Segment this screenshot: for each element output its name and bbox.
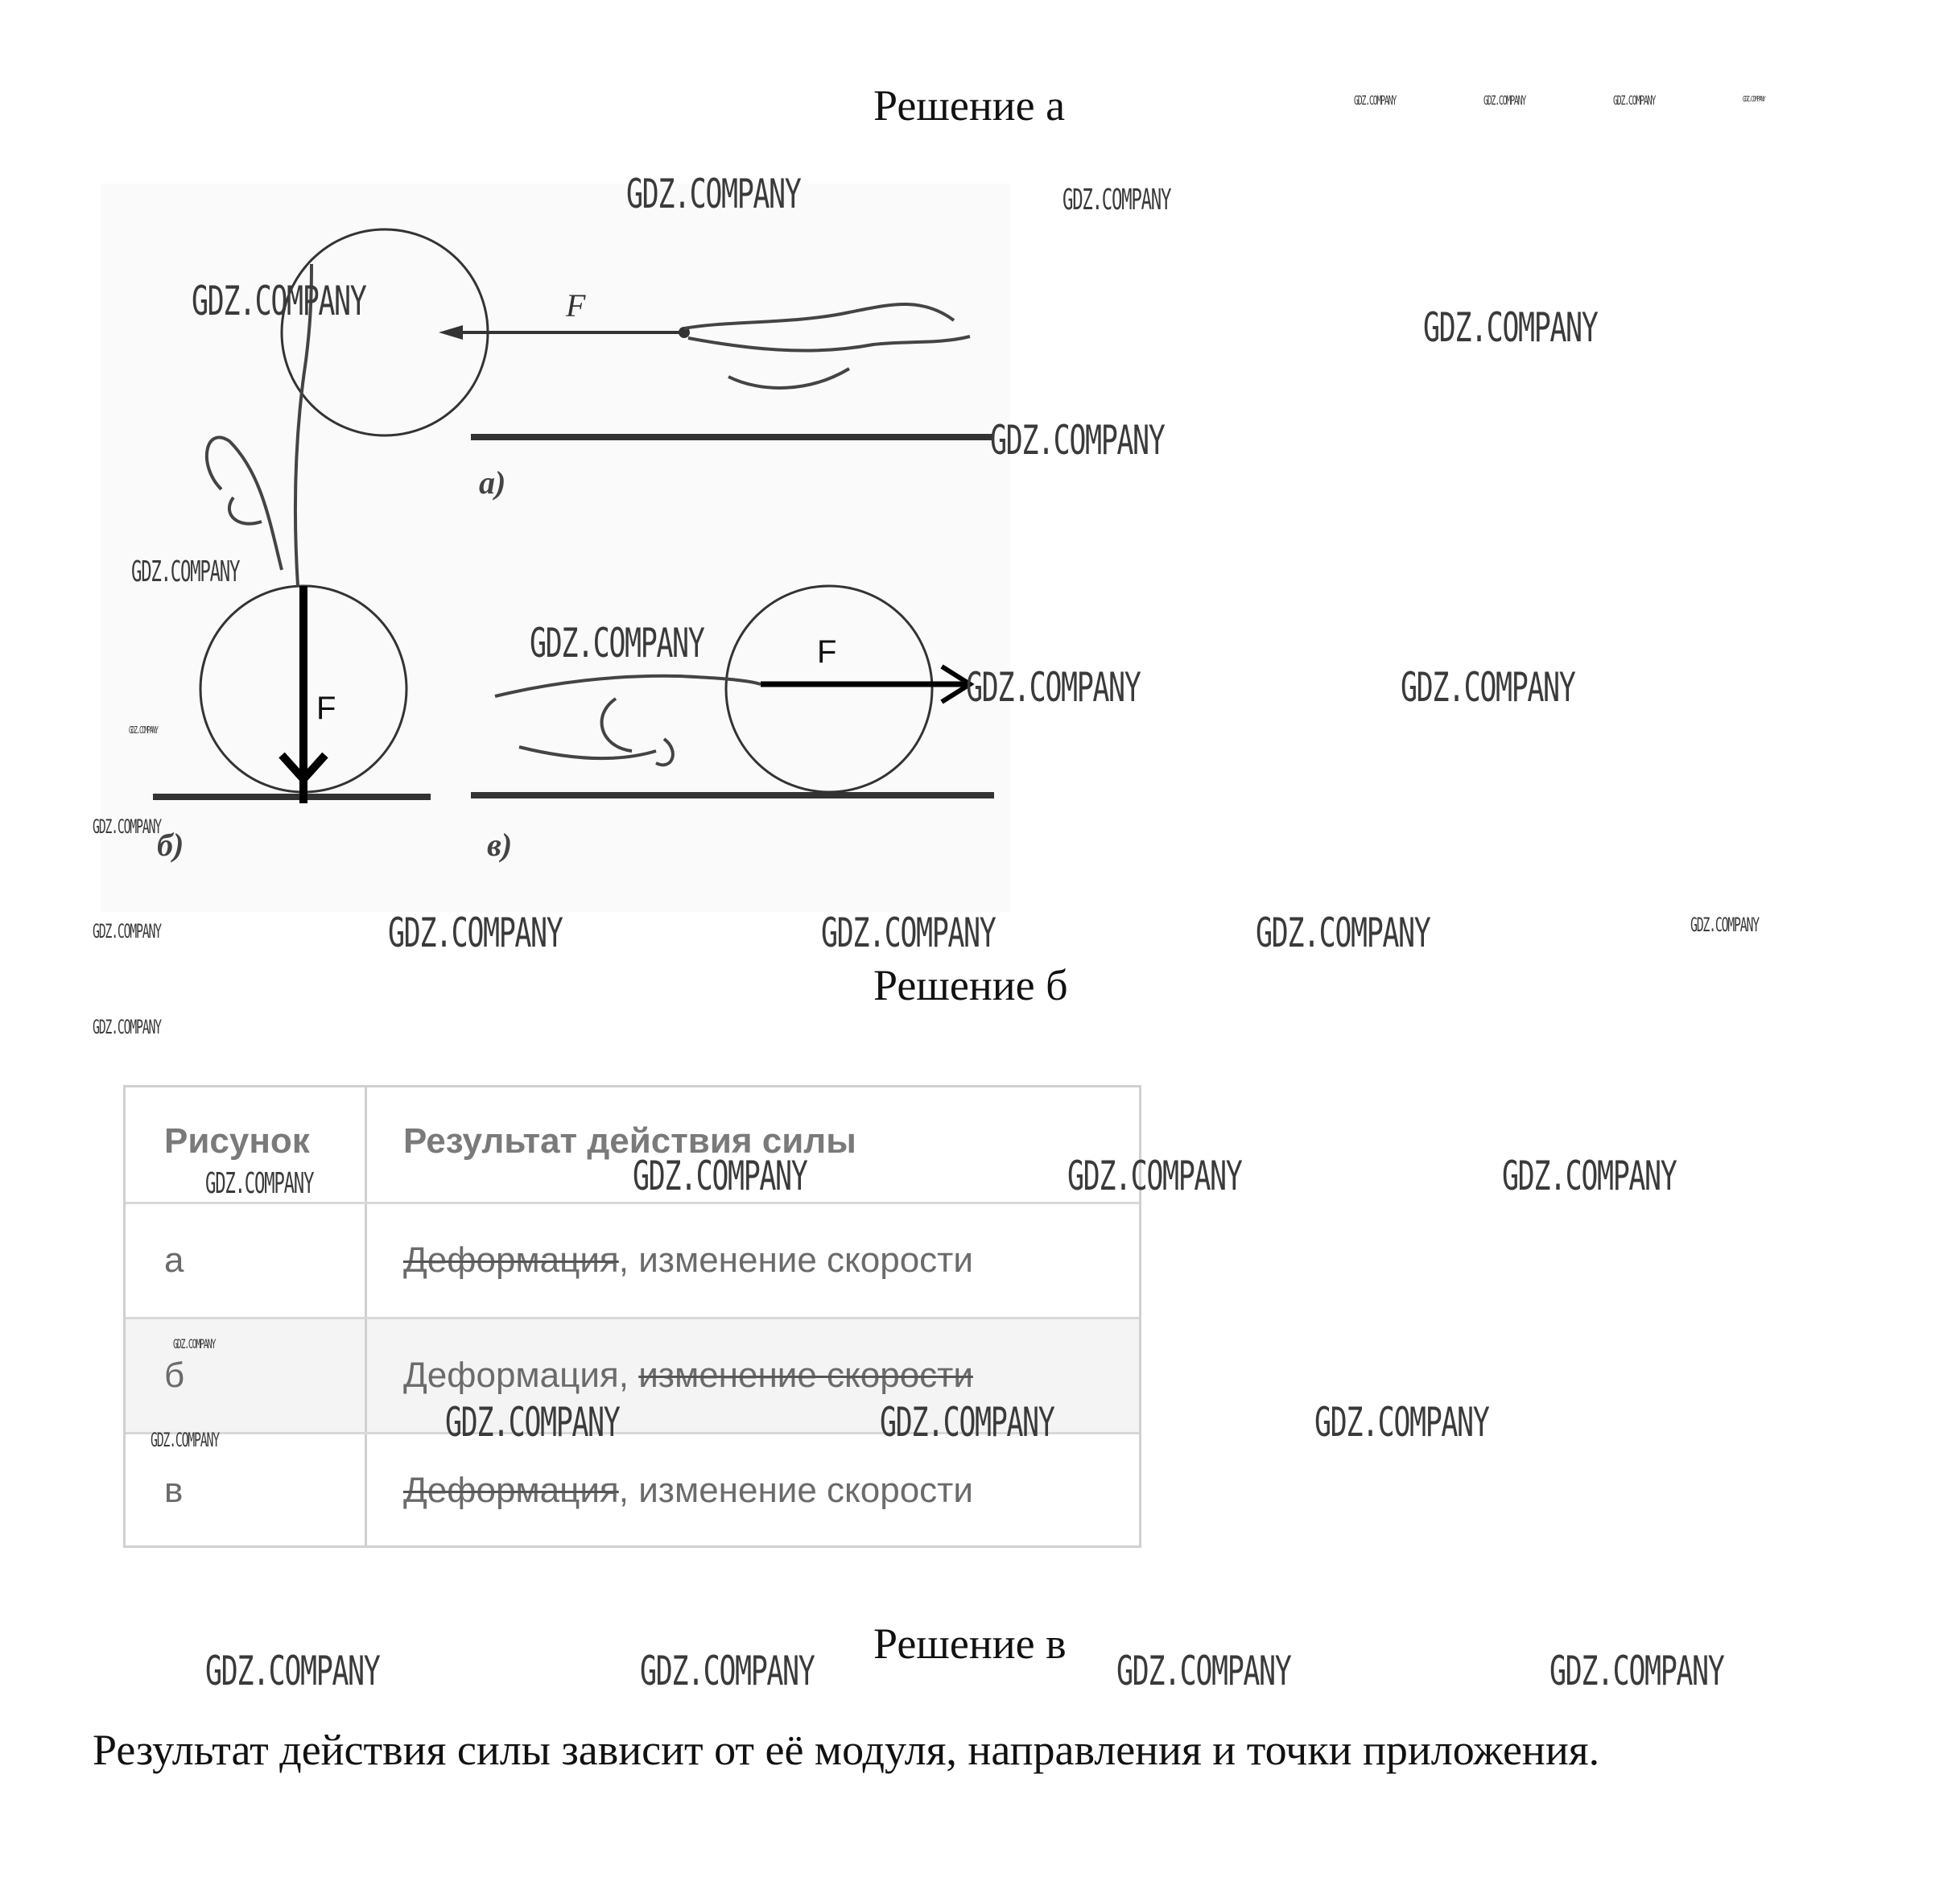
watermark: GDZ.COMPANY: [192, 278, 366, 324]
force-label-b: F: [316, 691, 336, 726]
watermark: GDZ.COMPANY: [93, 815, 161, 838]
watermark: GDZ.COMPANY: [990, 417, 1165, 464]
table-row: [126, 1434, 1139, 1545]
table-cell-result: [403, 1240, 973, 1281]
caption-a: а): [479, 464, 506, 501]
table-cell-figure: в: [164, 1471, 184, 1510]
watermark: GDZ.COMPANY: [129, 724, 158, 736]
watermark: GDZ.COMPANY: [1063, 184, 1171, 217]
watermark: GDZ.COMPANY: [966, 664, 1141, 711]
watermark: GDZ.COMPANY: [151, 1429, 219, 1451]
watermark: GDZ.COMPANY: [93, 920, 161, 943]
watermark: GDZ.COMPANY: [1502, 1153, 1677, 1199]
watermark: GDZ.COMPANY: [1549, 1648, 1724, 1694]
watermark: GDZ.COMPANY: [1483, 93, 1526, 108]
watermark: GDZ.COMPANY: [173, 1336, 216, 1351]
table-header-result: Результат действия силы: [403, 1121, 856, 1161]
struck-option: изменение скорости: [638, 1355, 973, 1395]
watermark: GDZ.COMPANY: [131, 555, 240, 588]
force-label-a: F: [566, 287, 586, 324]
watermark: GDZ.COMPANY: [1613, 93, 1656, 108]
watermark: GDZ.COMPANY: [626, 171, 801, 217]
table-cell-figure: а: [164, 1240, 184, 1280]
struck-option: Деформация: [403, 1471, 619, 1510]
table-header-figure: Рисунок: [164, 1121, 310, 1161]
watermark: GDZ.COMPANY: [1743, 95, 1765, 104]
watermark: GDZ.COMPANY: [205, 1648, 380, 1694]
watermark: GDZ.COMPANY: [1401, 664, 1575, 711]
caption-c: в): [487, 827, 513, 863]
watermark: GDZ.COMPANY: [1067, 1153, 1242, 1199]
watermark: GDZ.COMPANY: [1690, 914, 1759, 936]
watermark: GDZ.COMPANY: [1423, 304, 1598, 351]
table-cell-result: [403, 1471, 973, 1511]
kept-option: изменение скорости: [638, 1240, 973, 1280]
kept-option: Деформация: [403, 1355, 619, 1395]
watermark: GDZ.COMPANY: [633, 1153, 807, 1199]
kept-option: изменение скорости: [638, 1471, 973, 1510]
option-separator: ,: [618, 1240, 639, 1280]
watermark: GDZ.COMPANY: [530, 620, 704, 666]
struck-option: Деформация: [403, 1240, 619, 1280]
watermark: GDZ.COMPANY: [880, 1399, 1054, 1446]
watermark: GDZ.COMPANY: [1116, 1648, 1291, 1694]
table-row: [126, 1204, 1139, 1319]
heading-solution-b: Решение б: [873, 961, 1068, 1009]
watermark: GDZ.COMPANY: [821, 910, 996, 956]
table-cell-result: [403, 1355, 973, 1396]
watermark: GDZ.COMPANY: [445, 1399, 620, 1446]
watermark: GDZ.COMPANY: [93, 1016, 161, 1038]
watermark: GDZ.COMPANY: [1354, 93, 1397, 108]
watermark: GDZ.COMPANY: [640, 1648, 815, 1694]
force-label-c: F: [817, 634, 837, 670]
table-cell-figure: б: [164, 1355, 185, 1395]
watermark: GDZ.COMPANY: [388, 910, 563, 956]
watermark: GDZ.COMPANY: [1256, 910, 1430, 956]
heading-solution-a: Решение а: [873, 81, 1066, 130]
caption-b: б): [157, 827, 184, 863]
watermark: GDZ.COMPANY: [205, 1167, 314, 1200]
conclusion-text: Результат действия силы зависит от её модуля, направления и точки приложения.: [93, 1726, 1600, 1774]
heading-solution-c: Решение в: [873, 1619, 1067, 1668]
option-separator: ,: [618, 1471, 639, 1510]
option-separator: ,: [618, 1355, 639, 1395]
watermark: GDZ.COMPANY: [1314, 1399, 1489, 1446]
